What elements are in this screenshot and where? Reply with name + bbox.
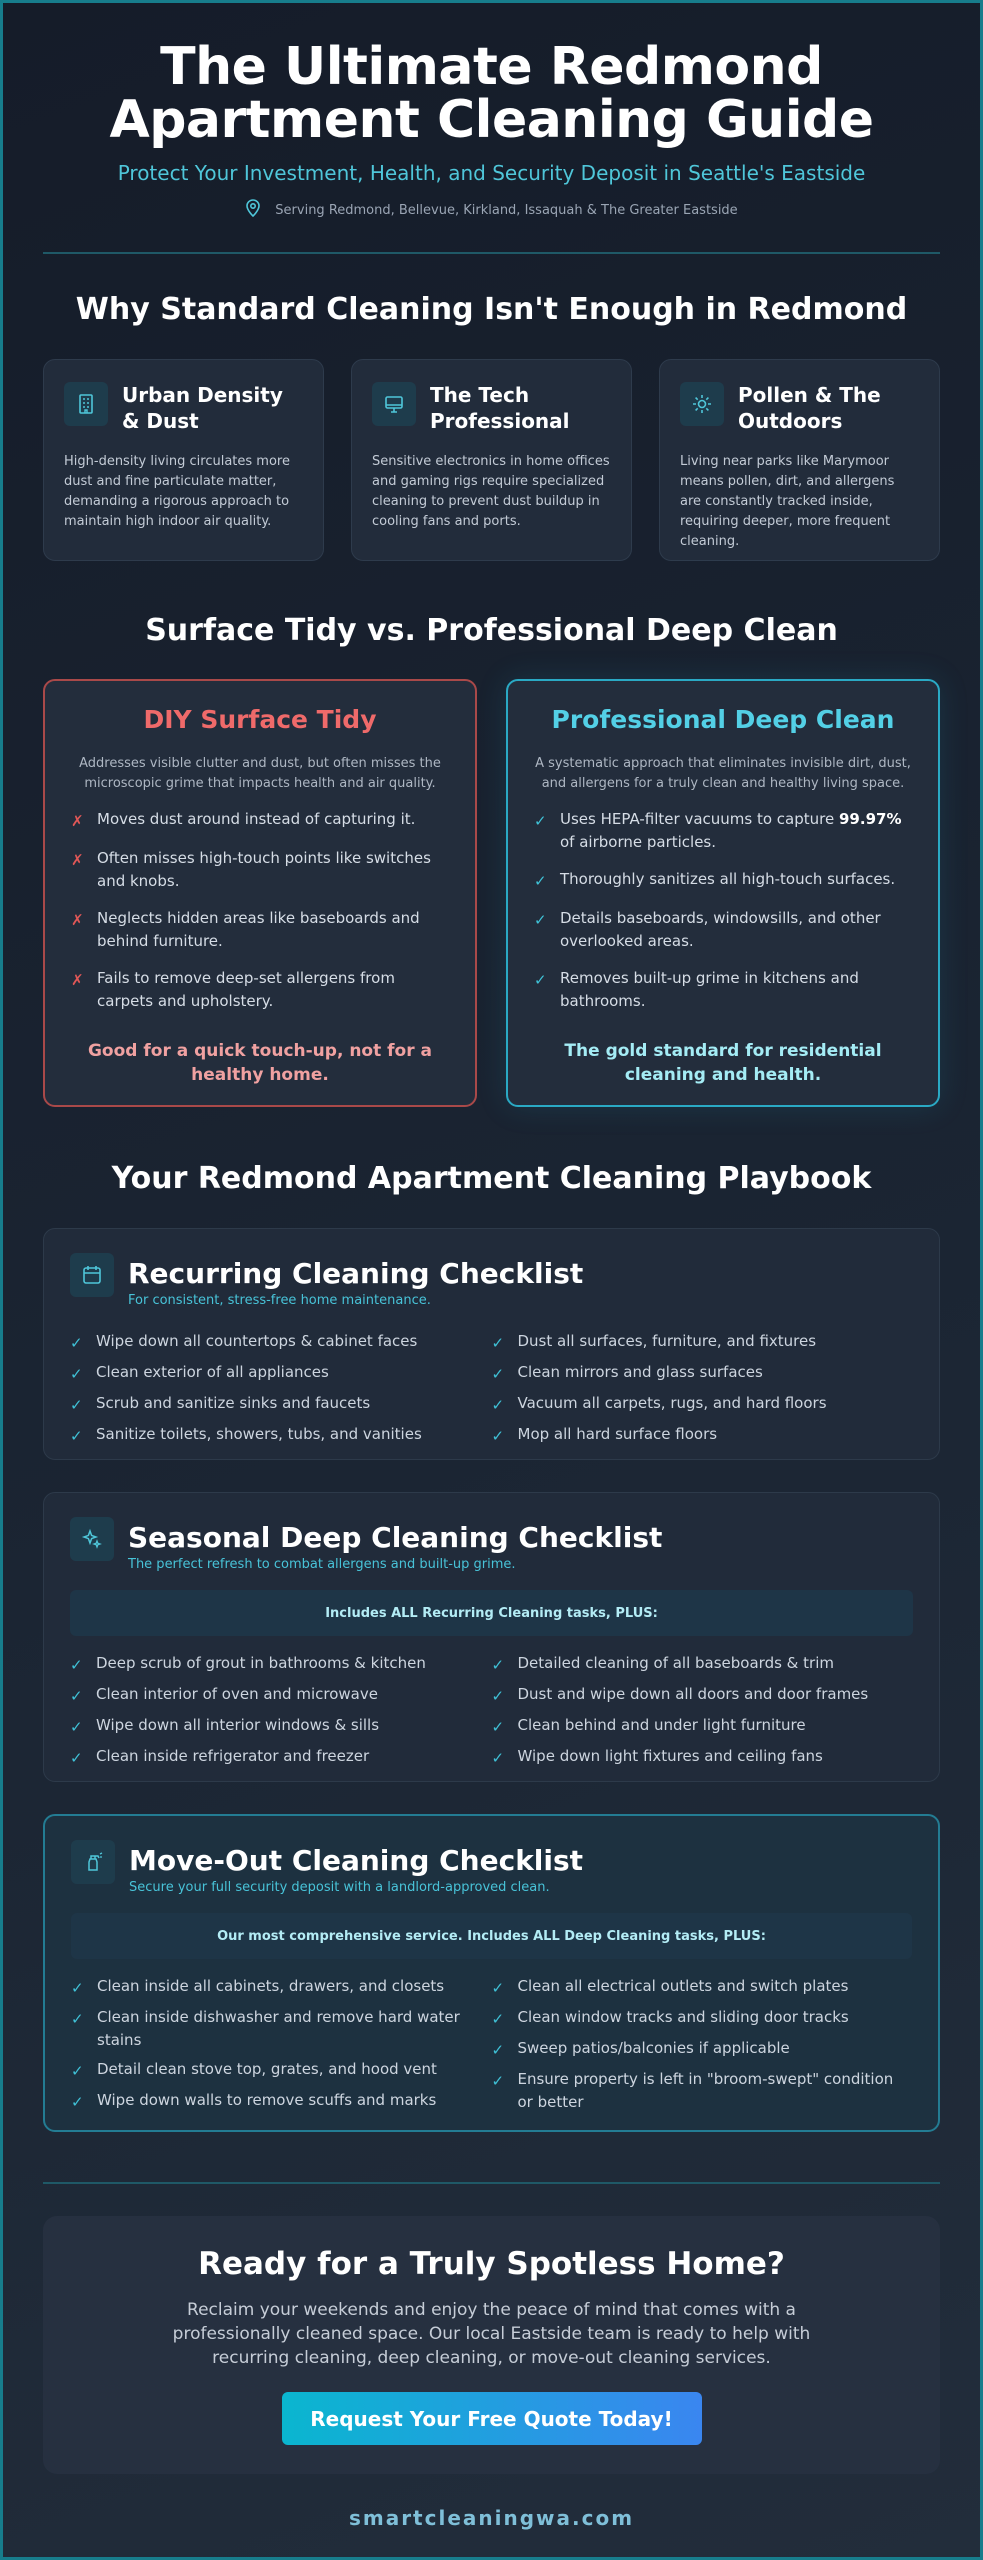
- list-item-text: [560, 808, 912, 854]
- why-section: [43, 292, 940, 561]
- moveout-card: [43, 1814, 940, 2132]
- divider: [43, 2182, 940, 2184]
- check-icon: ✓: [534, 812, 547, 830]
- moveout-banner: Our most comprehensive service. Includes ALL Deep Cleaning tasks, PLUS:: [71, 1913, 912, 1959]
- list-item: [492, 1683, 914, 1708]
- list-item: [70, 1361, 492, 1386]
- check-icon: ✓: [491, 1687, 505, 1705]
- list-item-text: Details baseboards, windowsills, and other overlooked areas.: [560, 909, 881, 950]
- diy-title: DIY Surface Tidy: [143, 705, 377, 734]
- list-item: [71, 2089, 492, 2114]
- check-icon: ✓: [491, 1718, 505, 1736]
- list-item-text: Clean inside dishwasher and remove hard water stains: [97, 2008, 460, 2049]
- text-part: Uses HEPA-filter vacuums to capture: [560, 810, 839, 828]
- check-icon: ✓: [491, 2041, 505, 2059]
- list-item-text: Wipe down all countertops & cabinet faces: [96, 1332, 418, 1350]
- request-quote-button[interactable]: Request Your Free Quote Today!: [282, 2392, 702, 2445]
- why-card-text: Living near parks like Marymoor means pollen, dirt, and allergens are constantly tracked inside, requiring deeper, more frequent cleaning.: [680, 454, 895, 549]
- x-mark-icon: ✗: [71, 812, 84, 830]
- list-item-text: Mop all hard surface floors: [517, 1425, 718, 1443]
- check-icon: ✓: [70, 1749, 83, 1767]
- check-icon: ✓: [491, 1979, 505, 1997]
- list-item: [70, 1392, 492, 1417]
- list-item-text: Clean window tracks and sliding door tracks: [517, 2008, 849, 2026]
- pro-footer: The gold standard for residential cleaning and health.: [564, 1041, 882, 1085]
- moveout-list-right: [492, 1975, 913, 2120]
- calendar-icon: [70, 1253, 114, 1297]
- list-item-text: Moves dust around instead of capturing it.: [97, 810, 416, 828]
- list-item-text: Detailed cleaning of all baseboards & trim: [517, 1654, 834, 1672]
- list-item: [492, 1330, 914, 1355]
- moveout-list-left: [71, 1975, 492, 2120]
- list-item-text: Scrub and sanitize sinks and faucets: [96, 1394, 371, 1412]
- title-line-1: The Ultimate Redmond: [160, 37, 823, 97]
- seasonal-banner: Includes ALL Recurring Cleaning tasks, PLUS:: [70, 1590, 913, 1636]
- check-icon: ✓: [70, 1427, 83, 1445]
- check-icon: ✓: [491, 1396, 505, 1414]
- service-area: [43, 199, 940, 221]
- pro-card: [506, 679, 940, 1107]
- list-item: [492, 1745, 914, 1770]
- check-icon: ✓: [71, 2062, 84, 2080]
- list-item: [492, 1714, 914, 1739]
- list-item: [492, 1361, 914, 1386]
- monitor-icon: [372, 382, 416, 426]
- check-icon: ✓: [70, 1396, 83, 1414]
- cta-text: Reclaim your weekends and enjoy the peace of mind that comes with a professionally cleaned space. Our local Eastside team is ready to help with recurring cleaning, deep cleaning, or move-out cleaning services.: [172, 2300, 811, 2368]
- playbook-title: Your Redmond Apartment Cleaning Playbook: [111, 1161, 872, 1196]
- list-item: [70, 1330, 492, 1355]
- map-pin-icon: [245, 199, 261, 221]
- recurring-title: Recurring Cleaning Checklist: [128, 1257, 584, 1290]
- list-item-text: Removes built-up grime in kitchens and bathrooms.: [560, 969, 859, 1010]
- check-icon: ✓: [491, 2072, 505, 2090]
- x-mark-icon: ✗: [71, 851, 84, 869]
- list-item: [71, 847, 449, 893]
- list-item-text: Neglects hidden areas like baseboards and behind furniture.: [97, 909, 420, 950]
- check-icon: ✓: [71, 2010, 84, 2028]
- list-item-text: Dust and wipe down all doors and door frames: [517, 1685, 869, 1703]
- playbook-section: [43, 1161, 940, 2132]
- list-item-text: Clean mirrors and glass surfaces: [517, 1363, 763, 1381]
- list-item: [492, 2006, 913, 2031]
- check-icon: ✓: [491, 1656, 505, 1674]
- list-item: [71, 907, 449, 953]
- diy-card: [43, 679, 477, 1107]
- list-item-text: Deep scrub of grout in bathrooms & kitchen: [96, 1654, 426, 1672]
- service-area-text: Serving Redmond, Bellevue, Kirkland, Issaquah & The Greater Eastside: [275, 202, 738, 218]
- seasonal-title: Seasonal Deep Cleaning Checklist: [128, 1521, 663, 1554]
- list-item: [492, 2068, 913, 2114]
- list-item: [71, 2058, 492, 2083]
- list-item-text: Clean inside all cabinets, drawers, and closets: [97, 1977, 445, 1995]
- spray-bottle-icon: [71, 1840, 115, 1884]
- why-card-text: Sensitive electronics in home offices and gaming rigs require specialized cleaning to prevent dust buildup in cooling fans and ports.: [372, 454, 610, 529]
- why-card-title: Pollen & The Outdoors: [738, 383, 881, 433]
- list-item-text: Ensure property is left in "broom-swept" condition or better: [517, 2070, 894, 2111]
- check-icon: ✓: [534, 971, 547, 989]
- pro-list: [534, 808, 912, 1013]
- list-item-text: Clean interior of oven and microwave: [96, 1685, 378, 1703]
- pro-title: Professional Deep Clean: [551, 705, 895, 734]
- x-mark-icon: ✗: [71, 971, 84, 989]
- seasonal-tagline: The perfect refresh to combat allergens and built-up grime.: [128, 1557, 516, 1572]
- check-icon: ✓: [491, 1334, 505, 1352]
- check-icon: ✓: [491, 1365, 505, 1383]
- list-item-text: Wipe down walls to remove scuffs and marks: [97, 2091, 437, 2109]
- list-item-text: Clean all electrical outlets and switch plates: [517, 1977, 849, 1995]
- list-item: [534, 907, 912, 953]
- list-item: [534, 967, 912, 1013]
- why-card-title: The Tech Professional: [430, 383, 570, 433]
- divider: [43, 252, 940, 254]
- check-icon: ✓: [70, 1334, 83, 1352]
- list-item-text: Thoroughly sanitizes all high-touch surfaces.: [560, 870, 896, 888]
- pro-description: A systematic approach that eliminates invisible dirt, dust, and allergens for a truly clean and healthy living space.: [535, 756, 911, 791]
- list-item-text: Sanitize toilets, showers, tubs, and vanities: [96, 1425, 422, 1443]
- seasonal-list-right: [492, 1652, 914, 1776]
- list-item-text: Sweep patios/balconies if applicable: [517, 2039, 790, 2057]
- website-link[interactable]: smartcleaningwa.com: [348, 2506, 635, 2530]
- list-item: [534, 868, 912, 893]
- recurring-list-left: [70, 1330, 492, 1454]
- title-line-2: Apartment Cleaning Guide: [109, 90, 874, 150]
- list-item: [492, 2037, 913, 2062]
- list-item: [492, 1975, 913, 2000]
- highlight-stat: 99.97%: [839, 810, 902, 828]
- list-item: [492, 1392, 914, 1417]
- check-icon: ✓: [534, 911, 547, 929]
- list-item: [71, 1975, 492, 2000]
- building-icon: [64, 382, 108, 426]
- check-icon: ✓: [70, 1656, 83, 1674]
- list-item: [71, 808, 449, 833]
- list-item-text: Clean behind and under light furniture: [517, 1716, 806, 1734]
- why-title: Why Standard Cleaning Isn't Enough in Redmond: [75, 292, 908, 327]
- compare-title: Surface Tidy vs. Professional Deep Clean: [145, 613, 838, 648]
- why-card-title: Urban Density & Dust: [122, 383, 283, 433]
- list-item: [70, 1745, 492, 1770]
- check-icon: ✓: [71, 1979, 84, 1997]
- text-part: of airborne particles.: [560, 833, 717, 851]
- list-item-text: Dust all surfaces, furniture, and fixtures: [517, 1332, 817, 1350]
- list-item: [71, 967, 449, 1013]
- list-item-text: Often misses high-touch points like switches and knobs.: [97, 849, 431, 890]
- list-item-text: Wipe down light fixtures and ceiling fans: [517, 1747, 823, 1765]
- check-icon: ✓: [70, 1365, 83, 1383]
- list-item: [70, 1683, 492, 1708]
- list-item: [70, 1423, 492, 1448]
- why-card-urban: [43, 359, 324, 561]
- why-card-text: High-density living circulates more dust and fine particulate matter, demanding a rigorous approach to maintain high indoor air quality.: [64, 454, 290, 529]
- check-icon: ✓: [70, 1687, 83, 1705]
- check-icon: ✓: [491, 1427, 505, 1445]
- list-item-text: Vacuum all carpets, rugs, and hard floors: [517, 1394, 827, 1412]
- list-item-text: Clean exterior of all appliances: [96, 1363, 329, 1381]
- compare-section: [43, 613, 940, 1107]
- recurring-list-right: [492, 1330, 914, 1454]
- x-mark-icon: ✗: [71, 911, 84, 929]
- cta-title: Ready for a Truly Spotless Home?: [198, 2246, 785, 2282]
- recurring-card: [43, 1228, 940, 1460]
- list-item-text: Clean inside refrigerator and freezer: [96, 1747, 370, 1765]
- moveout-tagline: Secure your full security deposit with a landlord-approved clean.: [129, 1880, 550, 1895]
- list-item: [70, 1652, 492, 1677]
- check-icon: ✓: [534, 872, 547, 890]
- check-icon: ✓: [71, 2093, 84, 2111]
- why-card-pollen: [659, 359, 940, 561]
- check-icon: ✓: [491, 2010, 505, 2028]
- sun-icon: [680, 382, 724, 426]
- hero: [43, 3, 940, 221]
- moveout-title: Move-Out Cleaning Checklist: [129, 1844, 584, 1877]
- list-item: [492, 1423, 914, 1448]
- page-subtitle: Protect Your Investment, Health, and Security Deposit in Seattle's Eastside: [117, 161, 866, 185]
- why-card-tech: [351, 359, 632, 561]
- seasonal-list-left: [70, 1652, 492, 1776]
- cta-section: [43, 2216, 940, 2474]
- list-item-text: Wipe down all interior windows & sills: [96, 1716, 380, 1734]
- sparkle-icon: [70, 1517, 114, 1561]
- list-item-text: Fails to remove deep-set allergens from carpets and upholstery.: [97, 969, 395, 1010]
- diy-footer: Good for a quick touch-up, not for a healthy home.: [87, 1041, 433, 1085]
- page-title: [43, 37, 940, 150]
- list-item: [70, 1714, 492, 1739]
- check-icon: ✓: [70, 1718, 83, 1736]
- check-icon: ✓: [491, 1749, 505, 1767]
- seasonal-card: [43, 1492, 940, 1782]
- diy-description: Addresses visible clutter and dust, but often misses the microscopic grime that impacts health and air quality.: [79, 756, 441, 791]
- list-item: [534, 808, 912, 854]
- list-item-text: Detail clean stove top, grates, and hood vent: [97, 2060, 437, 2078]
- list-item: [71, 2006, 492, 2052]
- list-item: [492, 1652, 914, 1677]
- diy-list: [71, 808, 449, 1013]
- recurring-tagline: For consistent, stress-free home maintenance.: [128, 1293, 431, 1308]
